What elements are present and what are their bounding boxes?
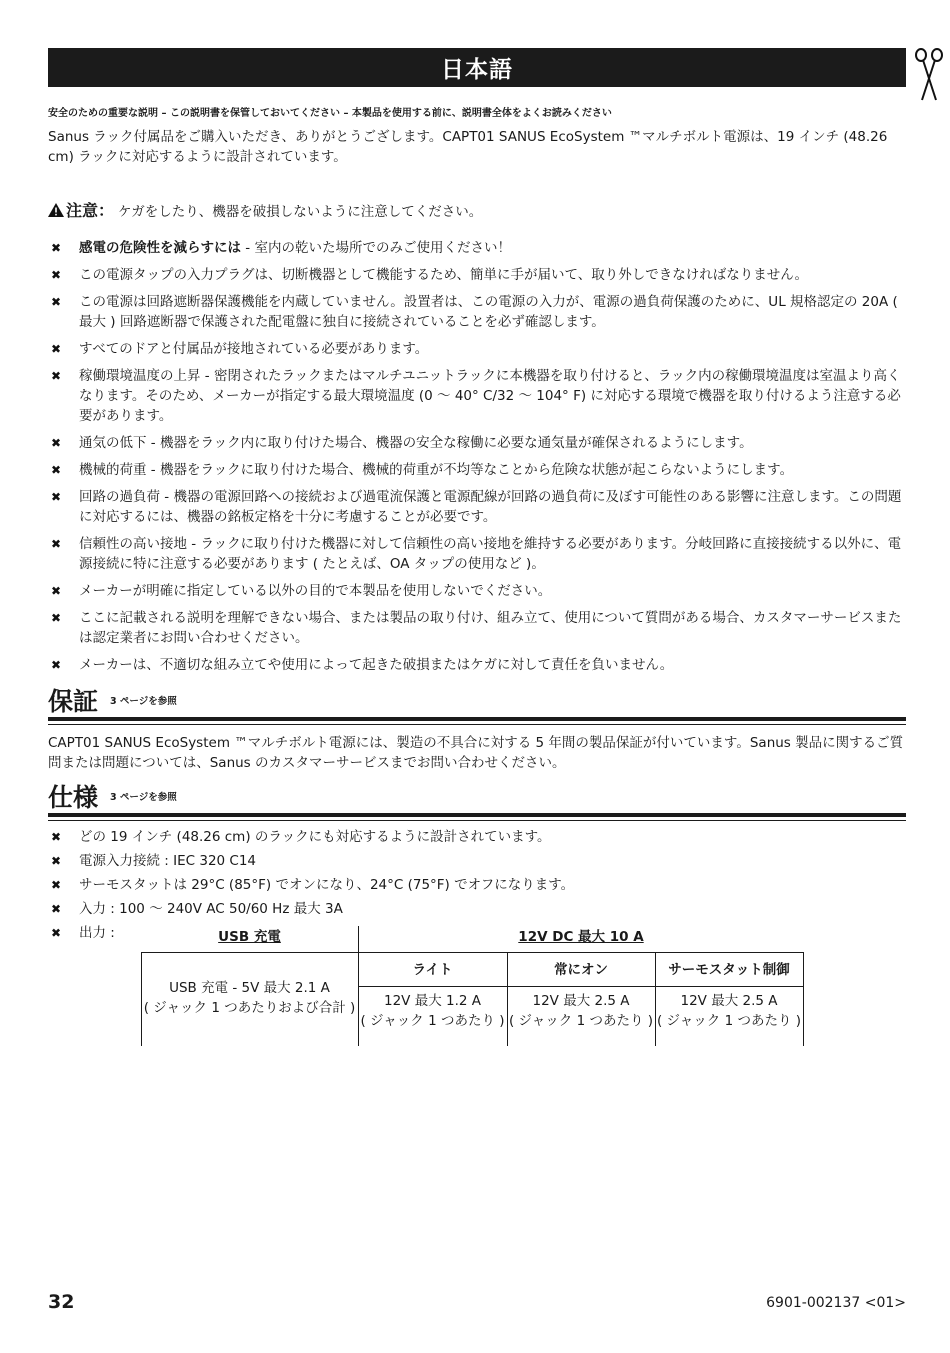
caution-label: 注意： (66, 201, 115, 220)
warranty-paragraph: CAPT01 SANUS EcoSystem ™マルチボルト電源には、製造の不具合に対する 5 年間の製品保証が付いています。Sanus 製品に関するご質問または問題については、Sanus のカスタマーサービスまでお問い合わせください。 (48, 735, 904, 771)
bullet-text: - 室内の乾いた場所でのみご使用ください！ (241, 240, 511, 256)
light-value-line: 12V 最大 1.2 A (384, 993, 481, 1009)
bullet-icon: ✖ (51, 463, 62, 477)
thermostat-value-line: 12V 最大 2.5 A (680, 993, 778, 1009)
bullet-icon: ✖ (51, 878, 62, 892)
bullet-icon: ✖ (51, 436, 62, 450)
warranty-title: 保証 (48, 687, 99, 716)
light-header: ライト (412, 962, 453, 978)
warranty-rule-thin (48, 724, 906, 725)
list-item (48, 581, 908, 601)
page-number: 32 (48, 1291, 75, 1313)
table-divider (358, 986, 804, 987)
bullet-text: ここに記載される説明を理解できない場合、または製品の取り付け、組み立て、使用について質問がある場合、カスタマーサービスまたは認定業者にお問い合わせください。 (79, 610, 902, 646)
bullet-text: 通気の低下 - 機器をラック内に取り付けた場合、機器の安全な稼働に必要な通気量が確保されるようにします。 (79, 435, 753, 451)
thermostat-header: サーモスタット制御 (668, 962, 790, 978)
list-item (48, 655, 908, 675)
document-code: 6901-002137 <01> (766, 1295, 906, 1311)
list-item (48, 460, 908, 480)
list-item (48, 827, 908, 847)
bullet-icon: ✖ (51, 295, 62, 309)
bullet-icon: ✖ (51, 342, 62, 356)
safety-heading: 安全のための重要な説明 – この説明書を保管しておいてください – 本製品を使用する前に、説明書全体をよくお読みください (48, 108, 612, 119)
spec-text: サーモスタットは 29°C (85°F) でオンになり、24°C (75°F) でオフになります。 (79, 877, 575, 893)
usb-value (141, 978, 358, 1018)
list-item (48, 292, 908, 332)
warranty-rule-thick (48, 717, 906, 721)
bullet-text: すべてのドアと付属品が接地されている必要があります。 (79, 341, 429, 357)
bullet-text: メーカーが明確に指定している以外の目的で本製品を使用しないでください。 (79, 583, 552, 599)
light-value-note: ( ジャック 1 つあたり ) (360, 1013, 505, 1029)
bullet-text: 稼働環境温度の上昇 - 密閉されたラックまたはマルチユニットラックに本機器を取り付けると、ラック内の稼働環境温度は室温より高くなります。そのため、メーカーが指定する最大環境温度 (0 ～ 40° C/32 ～ 104° F) に対応する環境で機器を取り付けるよう注意する必要があります。 (79, 368, 901, 424)
list-item (48, 433, 908, 453)
always-on-value-note: ( ジャック 1 つあたり ) (508, 1013, 654, 1029)
specs-rule-thick (48, 813, 906, 817)
dc-header: 12V DC 最大 10 A (518, 929, 644, 945)
list-item (48, 534, 908, 574)
scissors-icon (912, 48, 946, 102)
bullet-icon: ✖ (51, 902, 62, 916)
bullet-icon: ✖ (51, 241, 62, 255)
bullet-icon: ✖ (51, 830, 62, 844)
bullet-icon: ✖ (51, 611, 62, 625)
warning-triangle-icon (48, 203, 64, 217)
specs-heading (48, 778, 177, 814)
bullet-icon: ✖ (51, 658, 62, 672)
specs-rule-thin (48, 820, 906, 821)
bullet-icon: ✖ (51, 537, 62, 551)
always-on-value-line: 12V 最大 2.5 A (532, 993, 630, 1009)
list-item (48, 608, 908, 648)
list-item (48, 851, 908, 871)
language-title: 日本語 (441, 57, 513, 83)
bullet-text: この電源は回路遮断器保護機能を内蔵していません。設置者は、この電源の入力が、電源の過負荷保護のために、UL 規格認定の 20A ( 最大 ) 回路遮断器で保護された配電盤に独自に接続されていることを必ず確認します。 (79, 294, 898, 330)
bullet-icon: ✖ (51, 854, 62, 868)
usb-value-line: USB 充電 - 5V 最大 2.1 A (169, 980, 330, 996)
warranty-page-ref: 3 ページを参照 (110, 696, 177, 707)
list-item (48, 238, 908, 258)
light-value (358, 991, 507, 1031)
usb-header: USB 充電 (218, 929, 281, 945)
spec-text: 出力 : (79, 925, 115, 941)
safety-bullet-list (48, 238, 908, 675)
list-item (48, 899, 908, 919)
intro-paragraph: Sanus ラック付属品をご購入いただき、ありがとうござします。CAPT01 SANUS EcoSystem ™マルチボルト電源は、19 インチ (48.26 cm) ラックに対応するように設計されています。 (48, 129, 888, 165)
bullet-icon: ✖ (51, 926, 62, 940)
bullet-text: 信頼性の高い接地 - ラックに取り付けた機器に対して信頼性の高い接地を維持する必要があります。分岐回路に直接接続する以外に、電源接続に特に注意する必要があります ( たとえば、OA タップの使用など )。 (79, 536, 902, 572)
bullet-text: この電源タップの入力プラグは、切断機器として機能するため、簡単に手が届いて、取り外しできなければなりません。 (79, 267, 808, 283)
list-item (48, 339, 908, 359)
bullet-icon: ✖ (51, 369, 62, 383)
list-item (48, 265, 908, 285)
bullet-icon: ✖ (51, 490, 62, 504)
bullet-text: メーカーは、不適切な組み立てや使用によって起きた破損またはケガに対して責任を負いません。 (79, 657, 674, 673)
always-on-value (507, 991, 655, 1031)
language-header-bar (48, 48, 906, 87)
caution-text: ケガをしたり、機器を破損しないように注意してください。 (118, 203, 483, 220)
thermostat-value (655, 991, 803, 1031)
bullet-text: 機械的荷重 - 機器をラックに取り付けた場合、機械的荷重が不均等なことから危険な状態が起こらないようにします。 (79, 462, 794, 478)
bullet-text: 回路の過負荷 - 機器の電源回路への接続および過電流保護と電源配線が回路の過負荷に及ぼす可能性のある影響に注意します。この問題に対応するには、機器の銘板定格を十分に考慮することが必要です。 (79, 489, 902, 525)
caution-line (48, 198, 482, 221)
specs-title: 仕様 (48, 783, 99, 812)
always-on-header: 常にオン (554, 962, 608, 978)
bullet-bold-text: 感電の危険性を減らすには (79, 240, 241, 256)
specs-page-ref: 3 ページを参照 (110, 792, 177, 803)
bullet-icon: ✖ (51, 268, 62, 282)
bullet-icon: ✖ (51, 584, 62, 598)
spec-text: どの 19 インチ (48.26 cm) のラックにも対応するように設計されています。 (79, 829, 551, 845)
list-item (48, 487, 908, 527)
list-item (48, 366, 908, 426)
thermostat-value-note: ( ジャック 1 つあたり ) (656, 1013, 802, 1029)
table-divider (803, 952, 804, 1046)
spec-text: 入力 : 100 ～ 240V AC 50/60 Hz 最大 3A (79, 901, 343, 917)
table-divider (141, 952, 804, 953)
specs-bullet-list (48, 827, 908, 943)
list-item (48, 875, 908, 895)
spec-text: 電源入力接続 : IEC 320 C14 (79, 853, 257, 869)
warranty-heading (48, 682, 177, 718)
usb-value-note: ( ジャック 1 つあたりおよび合計 ) (143, 1000, 356, 1016)
